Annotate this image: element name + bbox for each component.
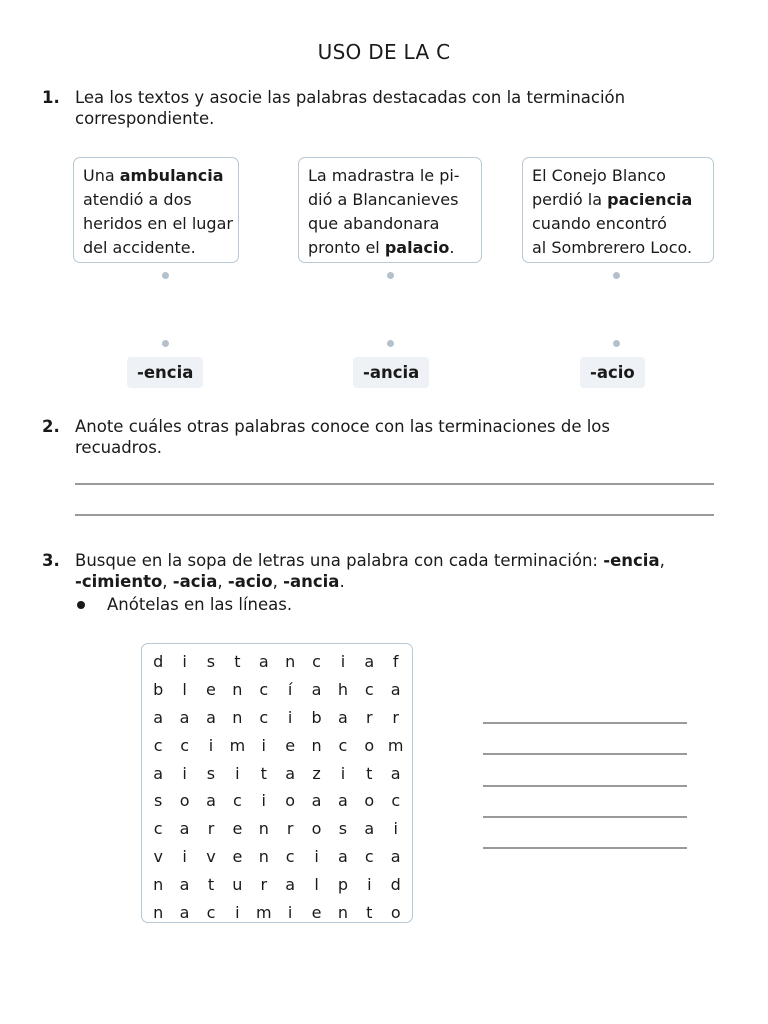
box-text: heridos en el lugar (83, 214, 233, 233)
grid-letter[interactable]: n (153, 903, 164, 923)
box-text: perdió la (532, 190, 608, 209)
grid-row (145, 704, 412, 732)
grid-letter[interactable]: a (206, 791, 216, 811)
question-text-line: Lea los textos y asocie las palabras destacadas con la terminación (75, 88, 626, 107)
grid-letter[interactable]: z (312, 763, 321, 783)
grid-letter[interactable]: a (285, 763, 296, 783)
connect-dot-top[interactable] (162, 272, 169, 279)
grid-letter[interactable]: o (311, 819, 322, 839)
question-text: . (339, 572, 345, 591)
grid-letter[interactable]: a (153, 707, 164, 727)
question-number: 2. (42, 417, 60, 436)
question-3 (42, 550, 722, 592)
grid-letter[interactable]: í (287, 679, 293, 699)
highlighted-word: palacio (384, 238, 450, 257)
grid-letter[interactable]: c (180, 735, 189, 755)
box-text: . (449, 238, 455, 257)
grid-letter[interactable]: c (259, 679, 269, 699)
answer-line[interactable] (483, 847, 687, 849)
grid-letter[interactable]: f (392, 652, 399, 671)
grid-letter[interactable]: p (337, 875, 348, 895)
highlighted-word: paciencia (607, 190, 693, 209)
suffix-word: -ancia (283, 572, 340, 591)
grid-letter[interactable]: o (364, 791, 375, 811)
answer-line[interactable] (483, 785, 687, 787)
grid-letter[interactable]: o (179, 791, 190, 811)
box-text: La madrastra le pi- (308, 166, 460, 185)
grid-letter[interactable]: c (364, 679, 374, 699)
grid-letter[interactable]: i (182, 763, 187, 783)
grid-letter[interactable]: e (232, 819, 243, 839)
grid-letter[interactable]: a (338, 847, 348, 867)
question-number: 1. (42, 88, 60, 107)
grid-letter[interactable]: r (392, 707, 399, 727)
question-text: , (217, 572, 228, 591)
grid-letter[interactable]: n (337, 903, 348, 923)
question-1 (42, 87, 722, 129)
grid-row (145, 787, 412, 815)
grid-letter[interactable]: a (364, 652, 375, 671)
grid-letter[interactable]: c (153, 735, 163, 755)
grid-row (145, 815, 412, 843)
grid-letter[interactable]: i (235, 903, 240, 923)
grid-letter[interactable]: m (255, 903, 272, 923)
question-text: Busque en la sopa de letras una palabra con cada terminación: (75, 551, 604, 570)
grid-row (145, 732, 412, 760)
grid-letter[interactable]: t (366, 903, 373, 923)
grid-letter[interactable]: v (206, 847, 216, 867)
grid-letter[interactable]: a (338, 707, 348, 727)
grid-letter[interactable]: c (206, 903, 216, 923)
grid-letter[interactable]: o (390, 903, 401, 923)
suffix-acio: -acio (580, 357, 645, 388)
grid-letter[interactable]: i (182, 652, 187, 671)
grid-letter[interactable]: t (207, 875, 215, 895)
grid-letter[interactable]: a (338, 791, 348, 811)
question-text: , (162, 572, 173, 591)
box-text: del accidente. (83, 238, 196, 257)
grid-letter[interactable]: n (258, 847, 269, 867)
grid-letter[interactable]: a (179, 903, 190, 923)
answer-line[interactable] (483, 722, 687, 724)
grid-letter[interactable]: a (390, 763, 401, 783)
grid-letter[interactable]: n (232, 707, 243, 727)
connect-dot-bottom[interactable] (613, 340, 620, 347)
grid-letter[interactable]: m (229, 735, 246, 755)
grid-letter[interactable]: i (287, 903, 293, 923)
grid-letter[interactable]: a (153, 763, 164, 783)
answer-line[interactable] (483, 816, 687, 818)
connect-dot-bottom[interactable] (162, 340, 169, 347)
grid-letter[interactable]: n (232, 679, 243, 699)
grid-letter[interactable]: c (285, 847, 295, 867)
box-text: atendió a dos (83, 190, 192, 209)
grid-letter[interactable]: s (206, 763, 216, 783)
grid-letter[interactable]: o (364, 735, 375, 755)
suffix-ancia: -ancia (353, 357, 429, 388)
grid-letter[interactable]: u (232, 875, 243, 895)
grid-letter[interactable]: a (390, 847, 401, 867)
box-text: dió a Blancanieves (308, 190, 459, 209)
grid-letter[interactable]: d (390, 875, 401, 895)
bullet-icon (77, 601, 85, 609)
grid-letter[interactable]: n (311, 735, 322, 755)
grid-letter[interactable]: i (314, 847, 319, 867)
suffix-word: -encia (603, 551, 660, 570)
grid-letter[interactable]: a (285, 875, 296, 895)
question-number: 3. (42, 551, 60, 570)
grid-letter[interactable]: i (340, 763, 346, 783)
answer-line[interactable] (75, 514, 714, 516)
grid-letter[interactable]: i (340, 652, 346, 671)
grid-letter[interactable]: c (232, 791, 242, 811)
connect-dot-top[interactable] (613, 272, 620, 279)
grid-letter[interactable]: i (261, 791, 266, 811)
text-box-paciencia (522, 157, 714, 263)
grid-letter[interactable]: s (206, 652, 216, 671)
question-text-line: Anote cuáles otras palabras conoce con las terminaciones de los (75, 417, 610, 436)
grid-row (145, 648, 412, 676)
grid-letter[interactable]: i (261, 735, 266, 755)
answer-line[interactable] (75, 483, 714, 485)
box-text: Una (83, 166, 120, 185)
grid-letter[interactable]: i (393, 819, 398, 839)
grid-letter[interactable]: i (208, 735, 214, 755)
grid-letter[interactable]: n (258, 819, 269, 839)
suffix-word: -acia (172, 572, 218, 591)
grid-letter[interactable]: e (285, 735, 296, 755)
bullet-text: Anótelas en las líneas. (107, 595, 293, 614)
answer-line[interactable] (483, 753, 687, 755)
question-text-line: correspondiente. (75, 109, 215, 128)
grid-row (145, 871, 412, 899)
grid-letter[interactable]: r (207, 819, 215, 839)
grid-letter[interactable]: i (235, 763, 240, 783)
grid-letter[interactable]: c (391, 791, 401, 811)
box-text: que abandonara (308, 214, 440, 233)
box-text: El Conejo Blanco (532, 166, 666, 185)
grid-letter[interactable]: c (364, 847, 374, 867)
connect-dot-bottom[interactable] (387, 340, 394, 347)
highlighted-word: ambulancia (119, 166, 224, 185)
text-box-palacio (298, 157, 482, 263)
suffix-word: -acio (227, 572, 273, 591)
grid-letter[interactable]: m (387, 735, 404, 755)
grid-letter[interactable]: a (206, 707, 216, 727)
grid-letter[interactable]: c (153, 819, 163, 839)
grid-letter[interactable]: e (311, 903, 322, 923)
grid-letter[interactable]: l (314, 875, 319, 895)
grid-letter[interactable]: a (311, 791, 322, 811)
grid-letter[interactable]: r (366, 707, 373, 727)
grid-letter[interactable]: t (366, 763, 373, 783)
page-title: USO DE LA C (317, 40, 451, 64)
grid-row (145, 843, 412, 871)
suffix-encia: -encia (127, 357, 203, 388)
grid-letter[interactable]: r (286, 819, 294, 839)
grid-letter[interactable]: c (338, 735, 348, 755)
connect-dot-top[interactable] (387, 272, 394, 279)
suffix-word: -cimiento (75, 572, 163, 591)
grid-letter[interactable]: n (285, 652, 296, 671)
grid-letter[interactable]: a (179, 819, 190, 839)
grid-letter[interactable]: i (182, 847, 187, 867)
grid-letter[interactable]: a (179, 707, 190, 727)
grid-letter[interactable]: t (260, 763, 267, 783)
grid-letter[interactable]: r (260, 875, 268, 895)
grid-letter[interactable]: d (153, 652, 164, 671)
grid-letter[interactable]: c (259, 707, 269, 727)
box-text: pronto el (308, 238, 385, 257)
question-text: , (659, 551, 665, 570)
question-text-line: recuadros. (75, 438, 163, 457)
grid-row (145, 676, 412, 704)
grid-letter[interactable]: a (258, 652, 269, 671)
grid-letter[interactable]: c (312, 652, 321, 671)
grid-letter[interactable]: b (311, 707, 322, 727)
grid-letter[interactable]: h (337, 679, 348, 699)
grid-letter[interactable]: s (154, 791, 163, 811)
grid-letter[interactable]: a (179, 875, 190, 895)
grid-row (145, 899, 412, 927)
grid-letter[interactable]: v (153, 847, 163, 867)
grid-letter[interactable]: i (287, 707, 293, 727)
question-2 (42, 416, 722, 458)
box-text: al Sombrerero Loco. (532, 238, 693, 257)
text-box-ambulancia (73, 157, 239, 263)
question-text: , (272, 572, 284, 591)
box-text: cuando encontró (532, 214, 667, 233)
grid-letter[interactable]: a (390, 679, 401, 699)
grid-row (145, 760, 412, 788)
grid-letter[interactable]: i (367, 875, 372, 895)
grid-letter[interactable]: b (153, 679, 164, 699)
grid-letter[interactable]: n (153, 875, 164, 895)
grid-letter[interactable]: a (311, 679, 322, 699)
grid-letter[interactable]: s (338, 819, 348, 839)
word-search-grid (141, 643, 413, 923)
grid-letter[interactable]: l (182, 679, 187, 699)
grid-letter[interactable]: a (364, 819, 375, 839)
grid-letter[interactable]: t (234, 652, 241, 671)
grid-letter[interactable]: e (206, 679, 216, 699)
grid-letter[interactable]: o (285, 791, 296, 811)
grid-letter[interactable]: e (232, 847, 243, 867)
